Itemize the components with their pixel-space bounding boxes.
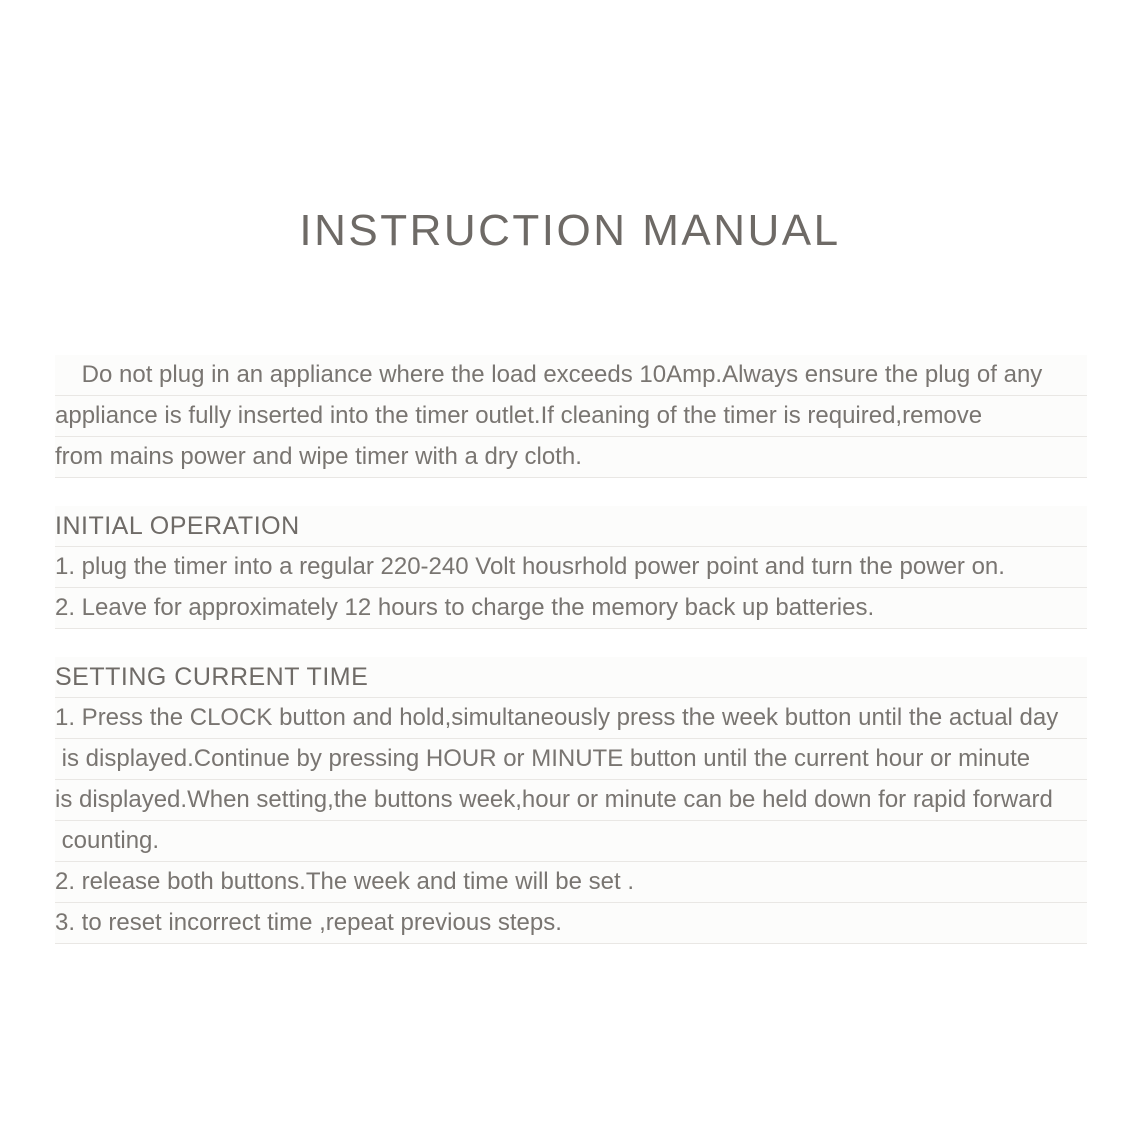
paragraph-line: Do not plug in an appliance where the load exceeds 10Amp.Always ensure the plug of any — [55, 355, 1087, 396]
list-item: is displayed.Continue by pressing HOUR or MINUTE button until the current hour or minute — [55, 739, 1087, 780]
manual-content — [55, 355, 1087, 944]
list-item: 1. Press the CLOCK button and hold,simultaneously press the week button until the actual day — [55, 698, 1087, 739]
list-item: 2. release both buttons.The week and time will be set . — [55, 862, 1087, 903]
list-item: 2. Leave for approximately 12 hours to charge the memory back up batteries. — [55, 588, 1087, 629]
list-item: counting. — [55, 821, 1087, 862]
intro-paragraph — [55, 355, 1087, 478]
paragraph-line: appliance is fully inserted into the timer outlet.If cleaning of the timer is required,remove — [55, 396, 1087, 437]
list-item: 3. to reset incorrect time ,repeat previous steps. — [55, 903, 1087, 944]
section-heading: INITIAL OPERATION — [55, 506, 1087, 547]
section-initial-operation — [55, 506, 1087, 629]
page-title: INSTRUCTION MANUAL — [299, 206, 841, 255]
list-item: is displayed.When setting,the buttons week,hour or minute can be held down for rapid forward — [55, 780, 1087, 821]
paragraph-line: from mains power and wipe timer with a dry cloth. — [55, 437, 1087, 478]
section-heading: SETTING CURRENT TIME — [55, 657, 1087, 698]
section-setting-current-time — [55, 657, 1087, 944]
list-item: 1. plug the timer into a regular 220-240 Volt housrhold power point and turn the power on. — [55, 547, 1087, 588]
